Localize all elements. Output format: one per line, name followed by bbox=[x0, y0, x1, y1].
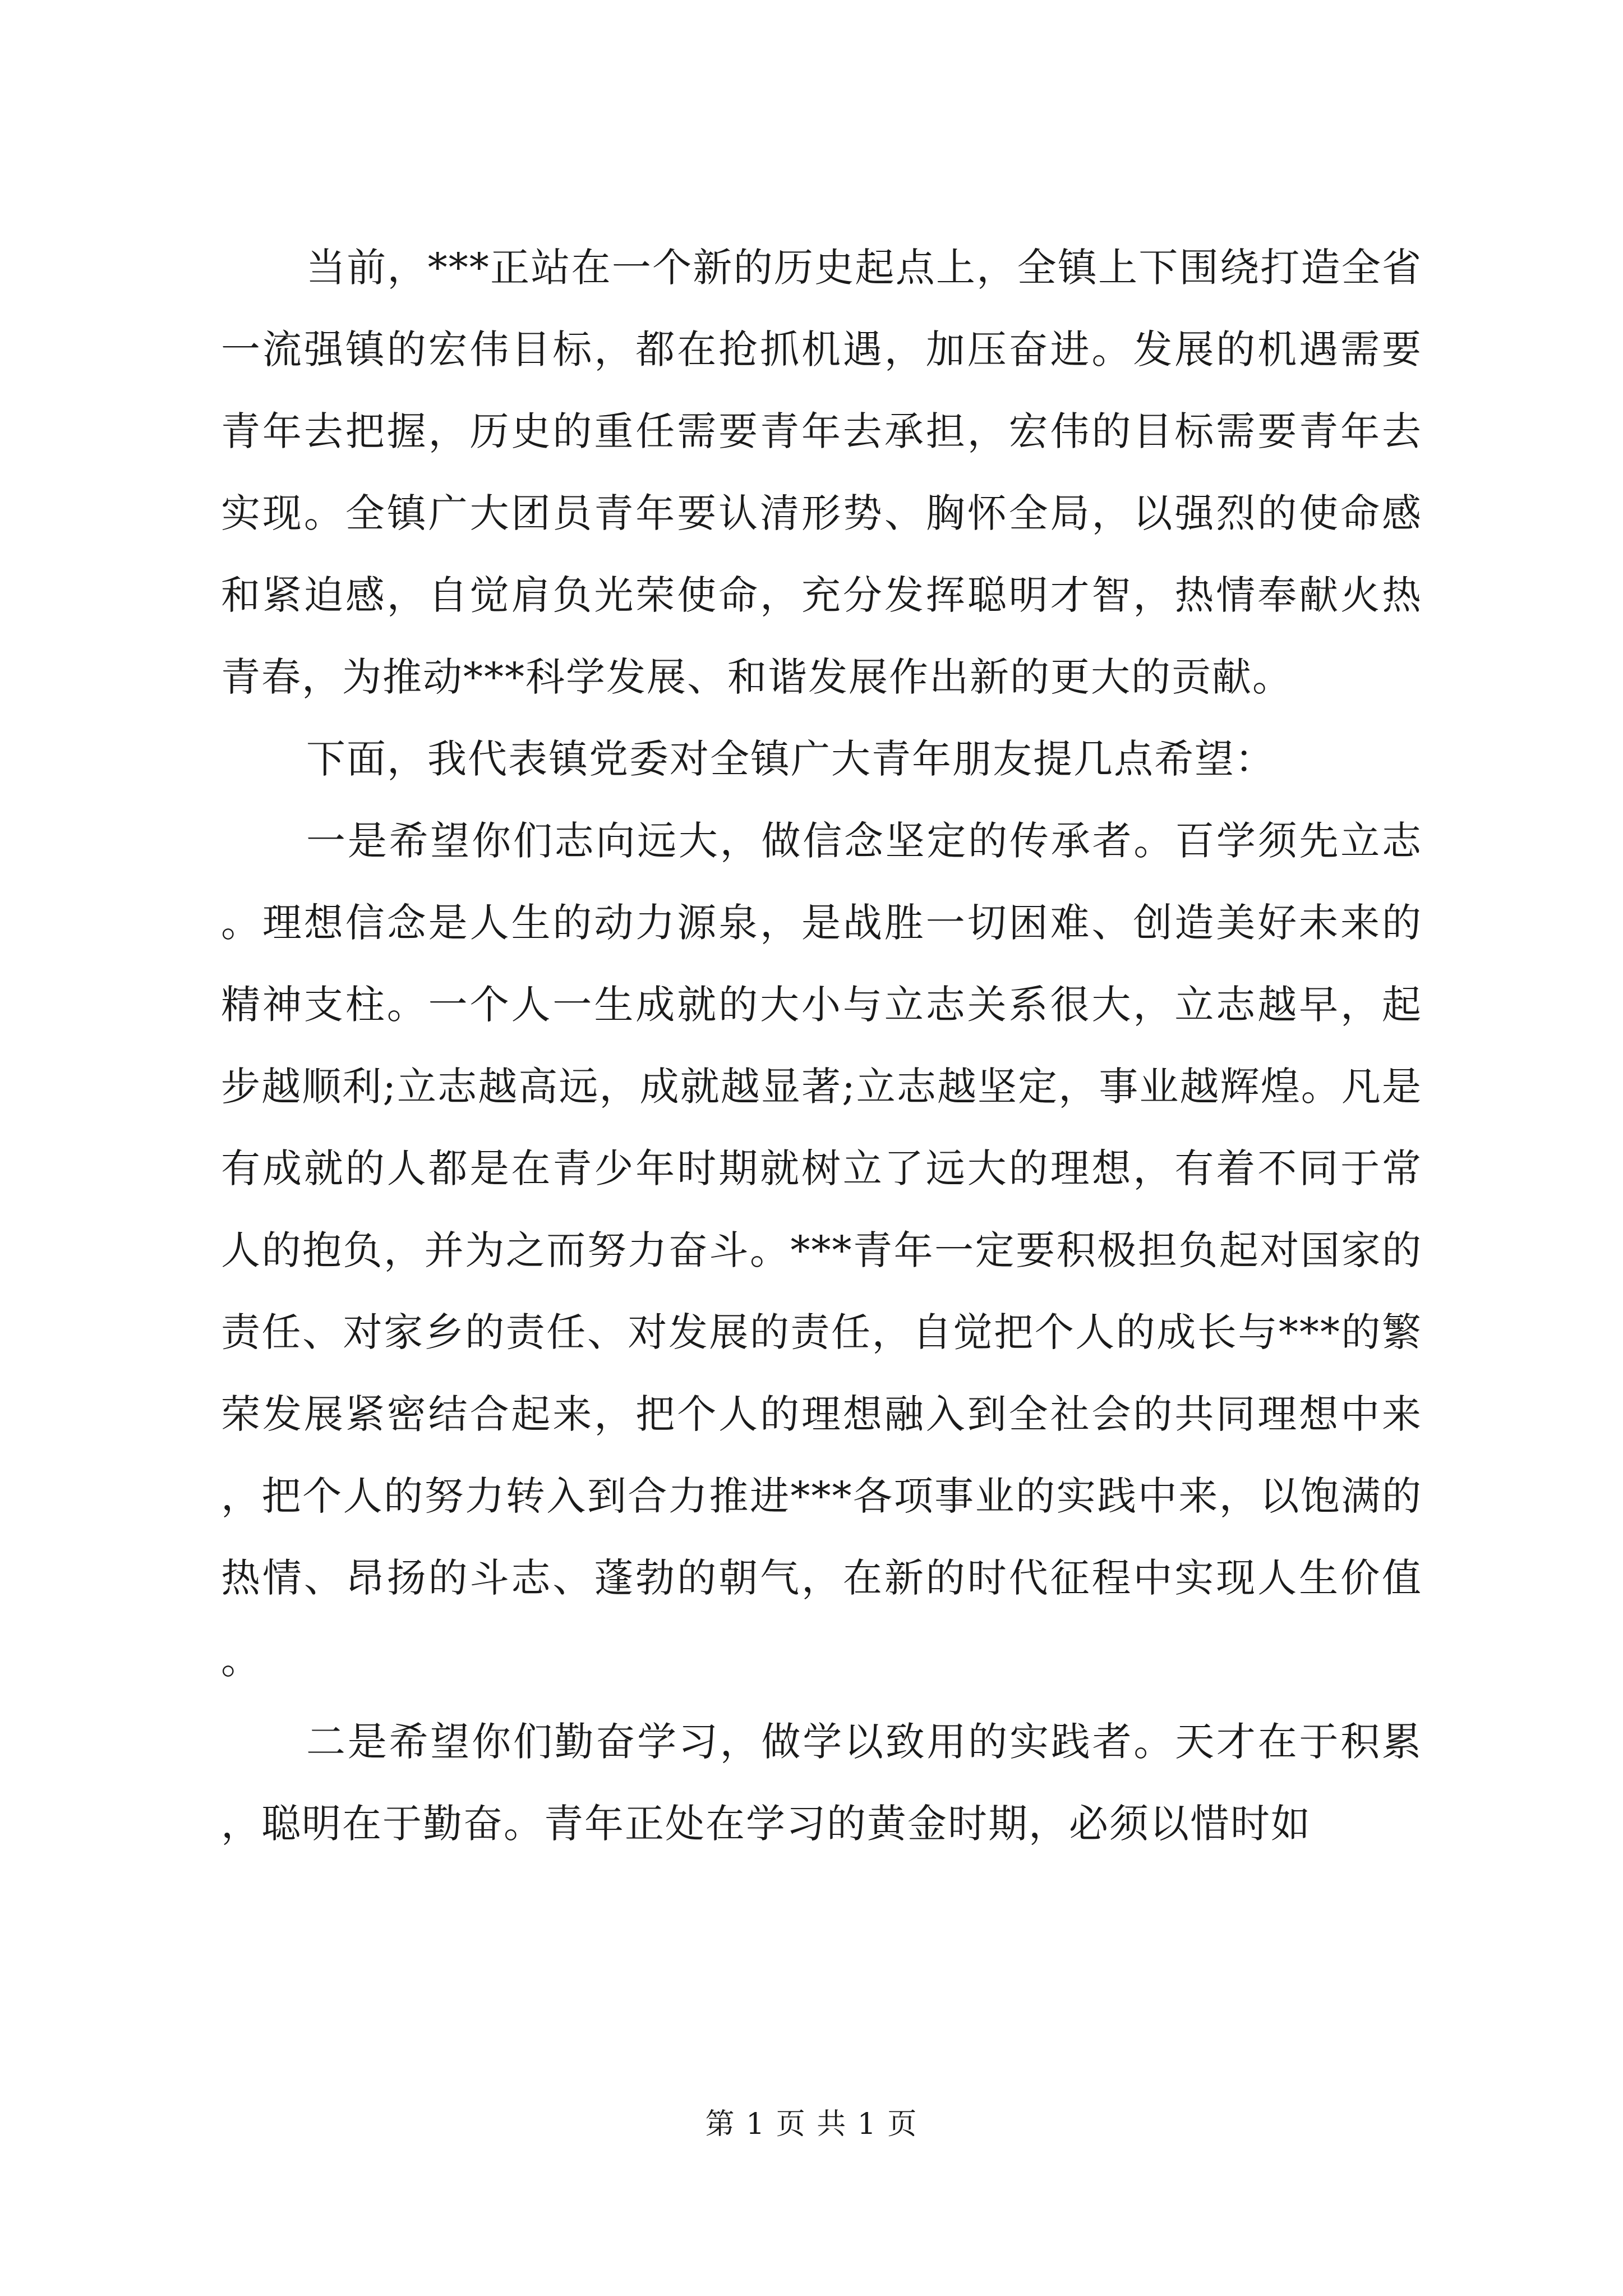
paragraph-hope-one: 一是希望你们志向远大，做信念坚定的传承者。百学须先立志。理想信念是人生的动力源泉，是战胜一切困难、创造美好未来的精神支柱。一个人一生成就的大小与立志关系很大，立志越早，起步越顺利;立志越高远，成就越显著;立志越坚定，事业越辉煌。凡是有成就的人都是在青少年时期就树立了远大的理想，有着不同于常人的抱负，并为之而努力奋斗。***青年一定要积极担负起对国家的责任、对家乡的责任、对发展的责任，自觉把个人的成长与***的繁荣发展紧密结合起来，把个人的理想融入到全社会的共同理想中来，把个人的努力转入到合力推进***各项事业的实践中来，以饱满的热情、昂扬的斗志、蓬勃的朝气，在新的时代征程中实现人生价值。 bbox=[221, 818, 1422, 1683]
page-footer: 第 1 页 共 1 页 bbox=[705, 2108, 918, 2141]
paragraph-hopes-intro: 下面，我代表镇党委对全镇广大青年朋友提几点希望： bbox=[306, 736, 1275, 782]
paragraph-hope-two: 二是希望你们勤奋学习，做学以致用的实践者。天才在于积累，聪明在于勤奋。青年正处在学习的黄金时期，必须以惜时如 bbox=[221, 1719, 1422, 1847]
document-body bbox=[221, 227, 1422, 1865]
paragraph-current-situation: 当前，***正站在一个新的历史起点上，全镇上下围绕打造全省一流强镇的宏伟目标，都在抢抓机遇，加压奋进。发展的机遇需要青年去把握，历史的重任需要青年去承担，宏伟的目标需要青年去实现。全镇广大团员青年要认清形势、胸怀全局，以强烈的使命感和紧迫感，自觉肩负光荣使命，充分发挥聪明才智，热情奉献火热青春，为推动***科学发展、和谐发展作出新的更大的贡献。 bbox=[221, 245, 1422, 700]
